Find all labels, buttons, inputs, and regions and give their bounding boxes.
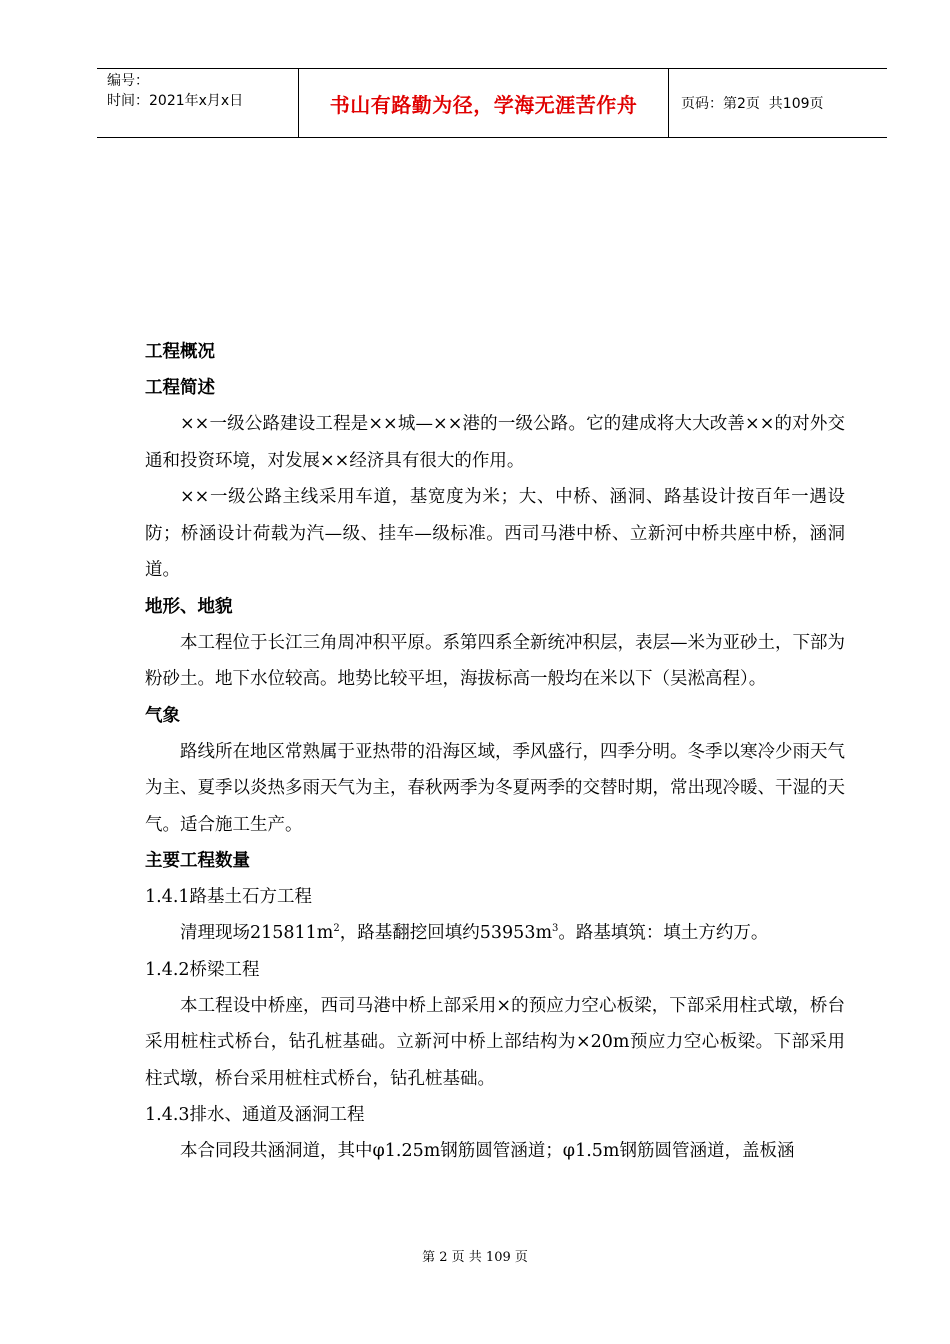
heading-weather: 气象	[145, 705, 180, 726]
paragraph-brief-2: ××一级公路主线采用车道，基宽度为米；大、中桥、涵洞、路基设计按百年一遇设防；桥涵设计荷载为汽—级、挂车—级标准。西司马港中桥、立新河中桥共座中桥，涵洞道。	[145, 487, 845, 580]
section-1-4-2: 1.4.2桥梁工程	[145, 959, 260, 980]
header-meta	[97, 69, 299, 137]
paragraph-terrain: 本工程位于长江三角周冲积平原。系第四系全新统冲积层，表层—米为亚砂土，下部为粉砂土。地下水位较高。地势比较平坦，海拔标高一般均在米以下（吴淞高程）。	[145, 632, 845, 689]
heading-overview: 工程概况	[145, 342, 215, 362]
earthwork-text-a: 清理现场215811m	[180, 923, 334, 943]
earthwork-text-b: ，路基翻挖回填约53953m	[339, 923, 553, 943]
header-motto: 书山有路勤为径，学海无涯苦作舟	[299, 69, 669, 137]
heading-quantity: 主要工程数量	[145, 851, 250, 871]
paragraph-drainage: 本合同段共涵洞道，其中φ1.25m钢筋圆管涵道；φ1.5m钢筋圆管涵道，盖板涵	[180, 1141, 795, 1161]
heading-terrain: 地形、地貌	[145, 596, 233, 617]
time-label: 时间：2021年x月x日	[107, 93, 244, 109]
paragraph-bridge: 本工程设中桥座，西司马港中桥上部采用×的预应力空心板梁，下部采用柱式墩，桥台采用桩柱式桥台，钻孔桩基础。立新河中桥上部结构为×20m预应力空心板梁。下部采用柱式墩，桥台采用桩柱式桥台，钻孔桩基础。	[145, 995, 845, 1089]
earthwork-text-c: 。路基填筑：填土方约万。	[558, 923, 769, 943]
section-1-4-1: 1.4.1路基土石方工程	[145, 887, 313, 907]
header-page-info: 页码：第2页 共109页	[681, 96, 824, 112]
paragraph-earthwork	[145, 915, 845, 952]
section-1-4-3: 1.4.3排水、通道及涵洞工程	[145, 1105, 365, 1125]
page-header	[97, 68, 887, 138]
earthwork-sup-b: 3	[552, 923, 559, 935]
heading-brief: 工程简述	[145, 378, 215, 398]
paragraph-weather: 路线所在地区常熟属于亚热带的沿海区域，季风盛行，四季分明。冬季以寒冷少雨天气为主、夏季以炎热多雨天气为主，春秋两季为冬夏两季的交替时期，常出现冷暖、干湿的天气。适合施工生产。	[145, 741, 845, 835]
page-footer: 第 2 页 共 109 页	[422, 1250, 528, 1265]
earthwork-sup-a: 2	[333, 923, 340, 935]
paragraph-brief-1: ××一级公路建设工程是××城—××港的一级公路。它的建成将大大改善××的对外交通和投资环境，对发展××经济具有很大的作用。	[145, 414, 845, 471]
number-label: 编号：	[107, 73, 149, 89]
document-body	[145, 334, 845, 1170]
